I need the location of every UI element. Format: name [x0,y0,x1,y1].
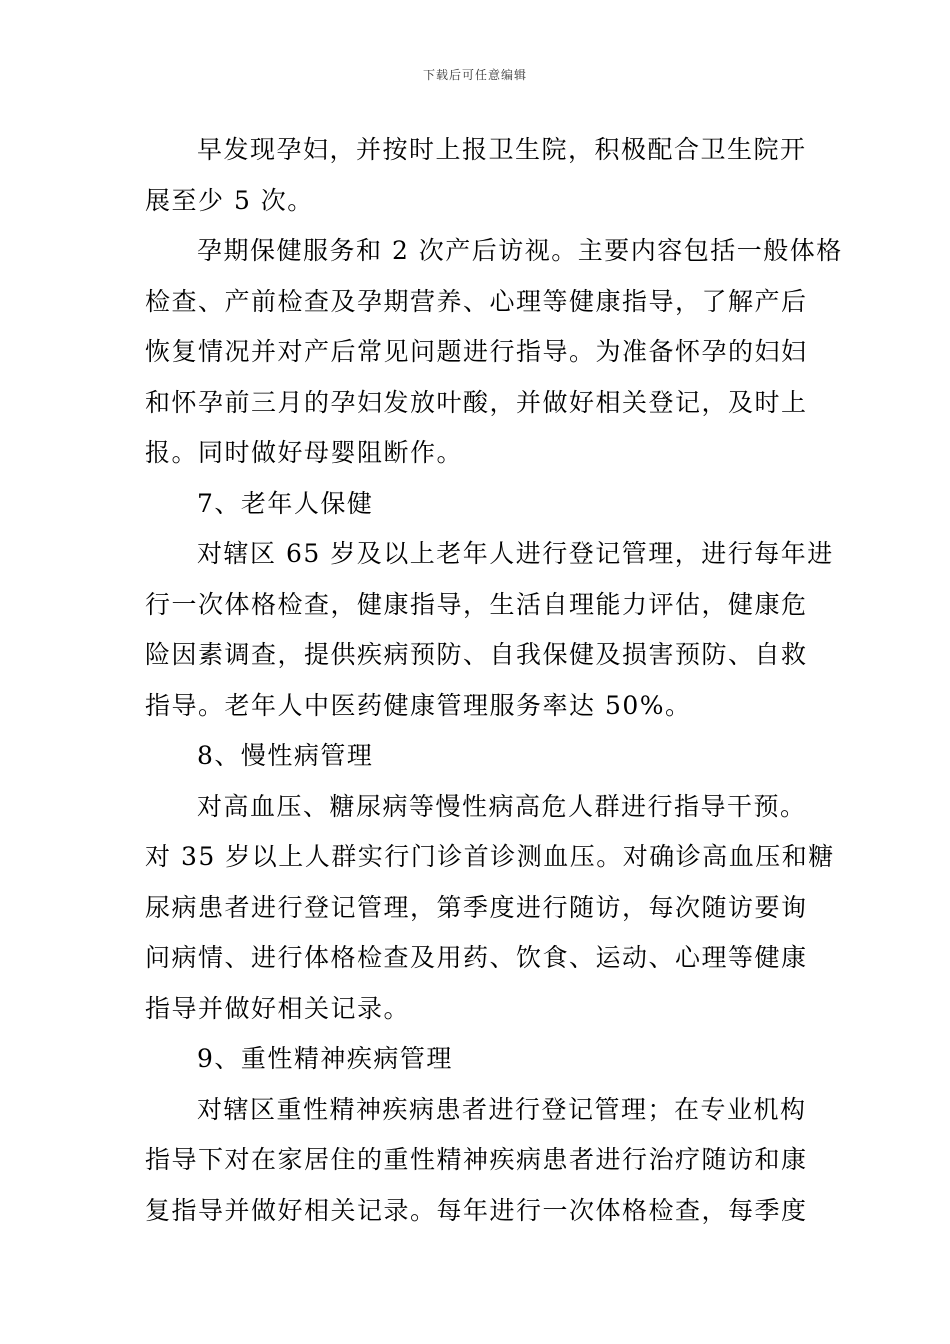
paragraph-line: 检查、产前检查及孕期营养、心理等健康指导，了解产后 [145,286,808,316]
paragraph-line: 指导。老年人中医药健康管理服务率达 50%。 [145,690,692,720]
paragraph-line: 展至少 5 次。 [145,185,314,215]
paragraph-line: 险因素调查，提供疾病预防、自我保健及损害预防、自救 [145,640,808,669]
paragraph-line: 对高血压、糖尿病等慢性病高危人群进行指导干预。 [197,791,807,821]
paragraph-line: 问病情、进行体格检查及用药、饮食、运动、心理等健康 [145,943,808,972]
paragraph-line: 复指导并做好相关记录。每年进行一次体格检查，每季度 [145,1195,808,1225]
section-heading: 8、慢性病管理 [197,741,374,770]
paragraph-line: 孕期保健服务和 2 次产后访视。主要内容包括一般体格 [197,236,843,265]
paragraph-line: 尿病患者进行登记管理，第季度进行随访，每次随访要询 [145,892,808,922]
paragraph-line: 早发现孕妇，并按时上报卫生院，积极配合卫生院开 [197,135,807,164]
paragraph-line: 恢复情况并对产后常见问题进行指导。为准备怀孕的妇妇 [145,337,808,366]
document-body [145,125,843,1236]
paragraph-line: 指导并做好相关记录。 [145,993,411,1023]
paragraph-line: 对辖区 65 岁及以上老年人进行登记管理，进行每年进 [197,539,834,568]
paragraph-line: 报。同时做好母婴阻断作。 [145,438,464,467]
header-note: 下载后可任意编辑 [422,68,527,82]
paragraph-line: 对 35 岁以上人群实行门诊首诊测血压。对确诊高血压和糖 [145,842,835,871]
section-heading: 7、老年人保健 [197,488,374,518]
paragraph-line: 和怀孕前三月的孕妇发放叶酸，并做好相关登记，及时上 [145,387,808,417]
paragraph-line: 指导下对在家居住的重性精神疾病患者进行治疗随访和康 [145,1145,808,1174]
paragraph-line: 对辖区重性精神疾病患者进行登记管理；在专业机构 [197,1094,807,1124]
paragraph-line: 行一次体格检查，健康指导，生活自理能力评估，健康危 [145,589,808,619]
section-heading: 9、重性精神疾病管理 [197,1044,453,1073]
